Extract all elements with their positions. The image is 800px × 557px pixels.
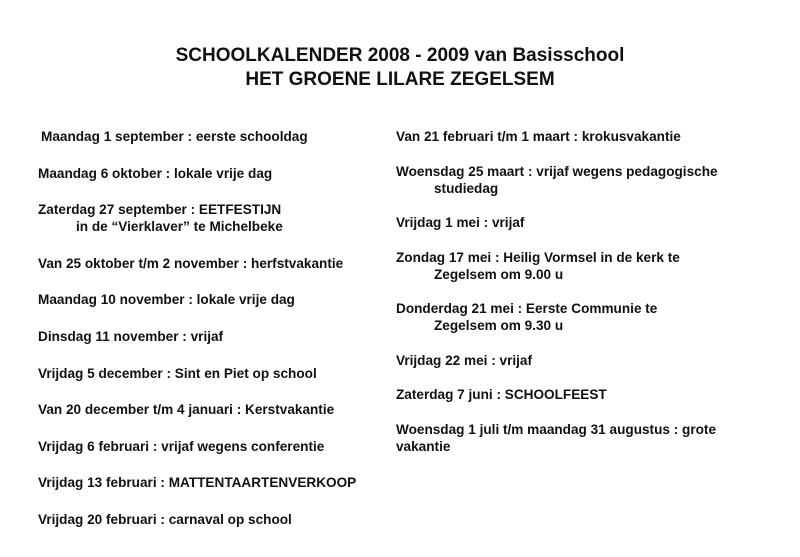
entry-text: Vrijdag 1 mei : vrijaf [396, 215, 525, 230]
calendar-entry [38, 511, 388, 528]
left-column [38, 128, 388, 548]
calendar-entry [396, 352, 776, 369]
entry-text: Vrijdag 22 mei : vrijaf [396, 352, 532, 368]
entry-text: Woensdag 25 maart : vrijaf wegens pedagogische [396, 163, 718, 179]
calendar-entry [38, 165, 388, 182]
entry-text: Van 21 februari t/m 1 maart : krokusvakantie [396, 129, 681, 144]
calendar-entry [38, 128, 388, 145]
entry-text: Zaterdag 7 juni : SCHOOLFEEST [396, 387, 607, 402]
page-title [0, 44, 800, 92]
title-line-2: HET GROENE LILARE ZEGELSEM [245, 69, 555, 90]
calendar-entry [396, 421, 776, 455]
entry-text-continuation: vakantie [396, 438, 451, 454]
entry-text-continuation: studiedag [434, 180, 499, 196]
entry-text: Dinsdag 11 november : vrijaf [38, 328, 224, 344]
entry-text: Woensdag 1 juli t/m maandag 31 augustus : grote [396, 421, 717, 437]
entry-text: Zaterdag 27 september : EETFESTIJN [38, 202, 282, 218]
calendar-entry [38, 365, 388, 382]
entry-text: Maandag 10 november : lokale vrije dag [38, 292, 295, 308]
calendar-entry [38, 201, 388, 235]
entry-text-continuation: Zegelsem om 9.30 u [434, 318, 564, 333]
calendar-entry [396, 249, 776, 283]
entry-text-continuation: in de “Vierklaver” te Michelbeke [76, 219, 283, 235]
entry-text: Vrijdag 6 februari : vrijaf wegens conferentie [38, 438, 325, 454]
calendar-entry [396, 386, 776, 403]
calendar-entry [38, 474, 388, 491]
calendar-entry [396, 214, 776, 231]
calendar-entry [396, 128, 776, 145]
calendar-entry [38, 401, 388, 418]
calendar-entry [38, 328, 388, 345]
entry-text: Vrijdag 20 februari : carnaval op school [38, 511, 292, 527]
calendar-entry [38, 255, 388, 272]
entry-text: Vrijdag 13 februari : MATTENTAARTENVERKOOP [38, 475, 357, 491]
calendar-entry [38, 438, 388, 455]
calendar-entry [396, 163, 776, 197]
entry-text-continuation: Zegelsem om 9.00 u [434, 266, 564, 282]
entry-text: Maandag 6 oktober : lokale vrije dag [38, 165, 273, 181]
calendar-entry [396, 300, 776, 334]
entry-text: Zondag 17 mei : Heilig Vormsel in de kerk te [396, 249, 680, 265]
entry-text: Van 20 december t/m 4 januari : Kerstvakantie [38, 402, 335, 418]
right-column [396, 128, 776, 472]
entry-text: Maandag 1 september : eerste schooldag [41, 129, 308, 144]
title-line-1: SCHOOLKALENDER 2008 - 2009 van Basisschool [175, 45, 625, 66]
entry-text: Vrijdag 5 december : Sint en Piet op school [38, 365, 317, 381]
calendar-entry [38, 291, 388, 308]
entry-text: Donderdag 21 mei : Eerste Communie te [396, 301, 658, 316]
entry-text: Van 25 oktober t/m 2 november : herfstvakantie [38, 255, 344, 271]
